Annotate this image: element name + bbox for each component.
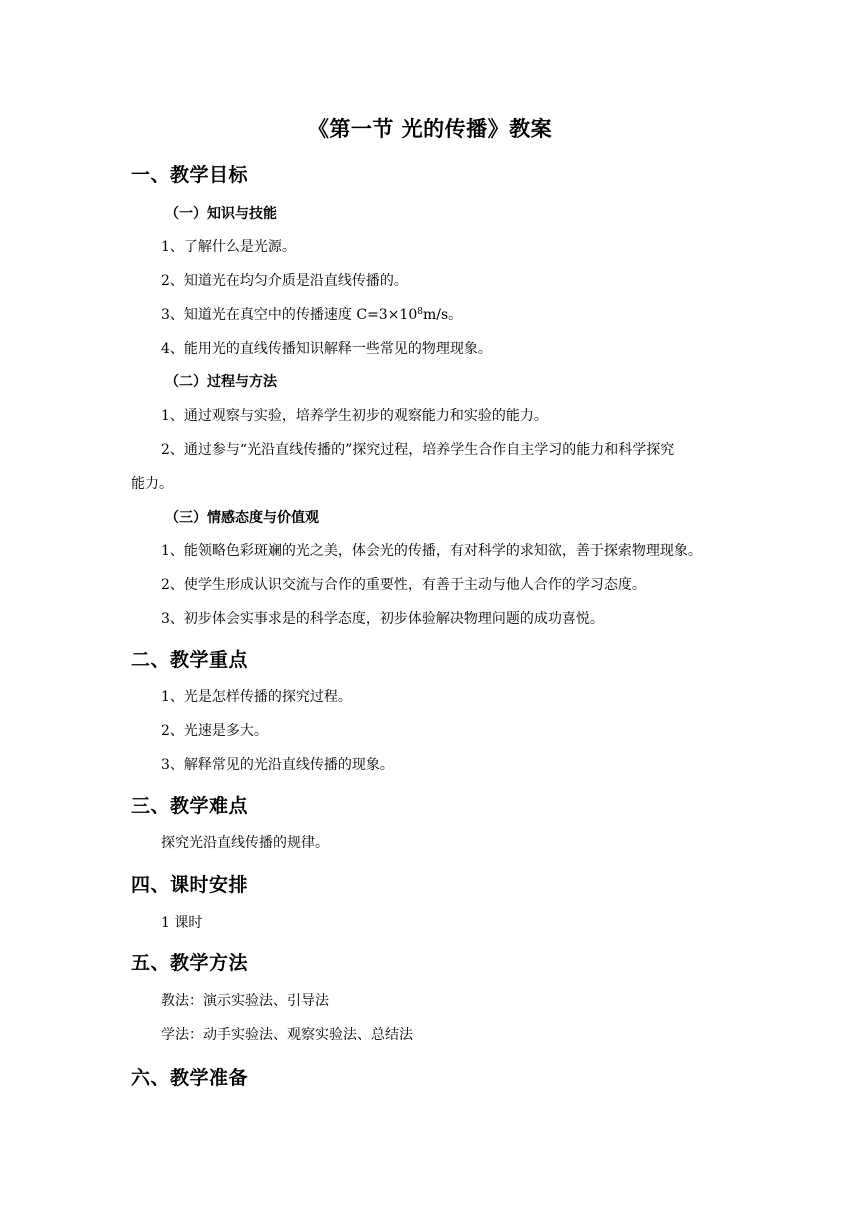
list-item: 1、通过观察与实验，培养学生初步的观察能力和实验的能力。	[161, 408, 548, 424]
list-item: 3、初步体会实事求是的科学态度，初步体验解决物理问题的成功喜悦。	[161, 611, 604, 627]
list-item: 2、通过参与“光沿直线传播的”探究过程，培养学生合作自主学习的能力和科学探究	[161, 442, 675, 458]
list-item: 1、能领略色彩斑斓的光之美，体会光的传播，有对科学的求知欲，善于探索物理现象。	[161, 543, 702, 559]
list-item: 教法：演示实验法、引导法	[161, 993, 329, 1009]
list-item	[161, 304, 462, 324]
list-item: 2、知道光在均匀介质是沿直线传播的。	[161, 273, 408, 289]
list-item: 1、光是怎样传播的探究过程。	[161, 689, 352, 705]
section-heading-difficulties: 三、教学难点	[131, 795, 249, 817]
list-item: 1 课时	[161, 915, 203, 931]
speed-unit: m/s。	[423, 307, 463, 323]
list-item: 探究光沿直线传播的规律。	[161, 835, 329, 851]
list-item: 学法：动手实验法、观察实验法、总结法	[161, 1027, 413, 1043]
speed-text: 3、知道光在真空中的传播速度 C=3×10	[161, 307, 418, 323]
page-title: 《第一节 光的传播》教案	[307, 116, 553, 141]
section-heading-key-points: 二、教学重点	[131, 649, 249, 671]
subsection-heading-attitude: （三）情感态度与价值观	[165, 510, 319, 526]
section-heading-schedule: 四、课时安排	[131, 874, 249, 896]
list-item: 3、解释常见的光沿直线传播的现象。	[161, 757, 394, 773]
section-heading-methods: 五、教学方法	[131, 952, 249, 974]
section-heading-objectives: 一、教学目标	[131, 164, 249, 186]
section-heading-preparation: 六、教学准备	[131, 1067, 249, 1089]
list-item: 2、使学生形成认识交流与合作的重要性，有善于主动与他人合作的学习态度。	[161, 577, 646, 593]
list-item: 1、了解什么是光源。	[161, 239, 296, 255]
subsection-heading-process: （二）过程与方法	[165, 374, 277, 390]
list-item: 4、能用光的直线传播知识解释一些常见的物理现象。	[161, 341, 492, 357]
list-item-continuation: 能力。	[131, 476, 173, 492]
speed-exponent: 8	[417, 307, 423, 317]
list-item: 2、光速是多大。	[161, 723, 268, 739]
subsection-heading-knowledge: （一）知识与技能	[165, 206, 277, 222]
